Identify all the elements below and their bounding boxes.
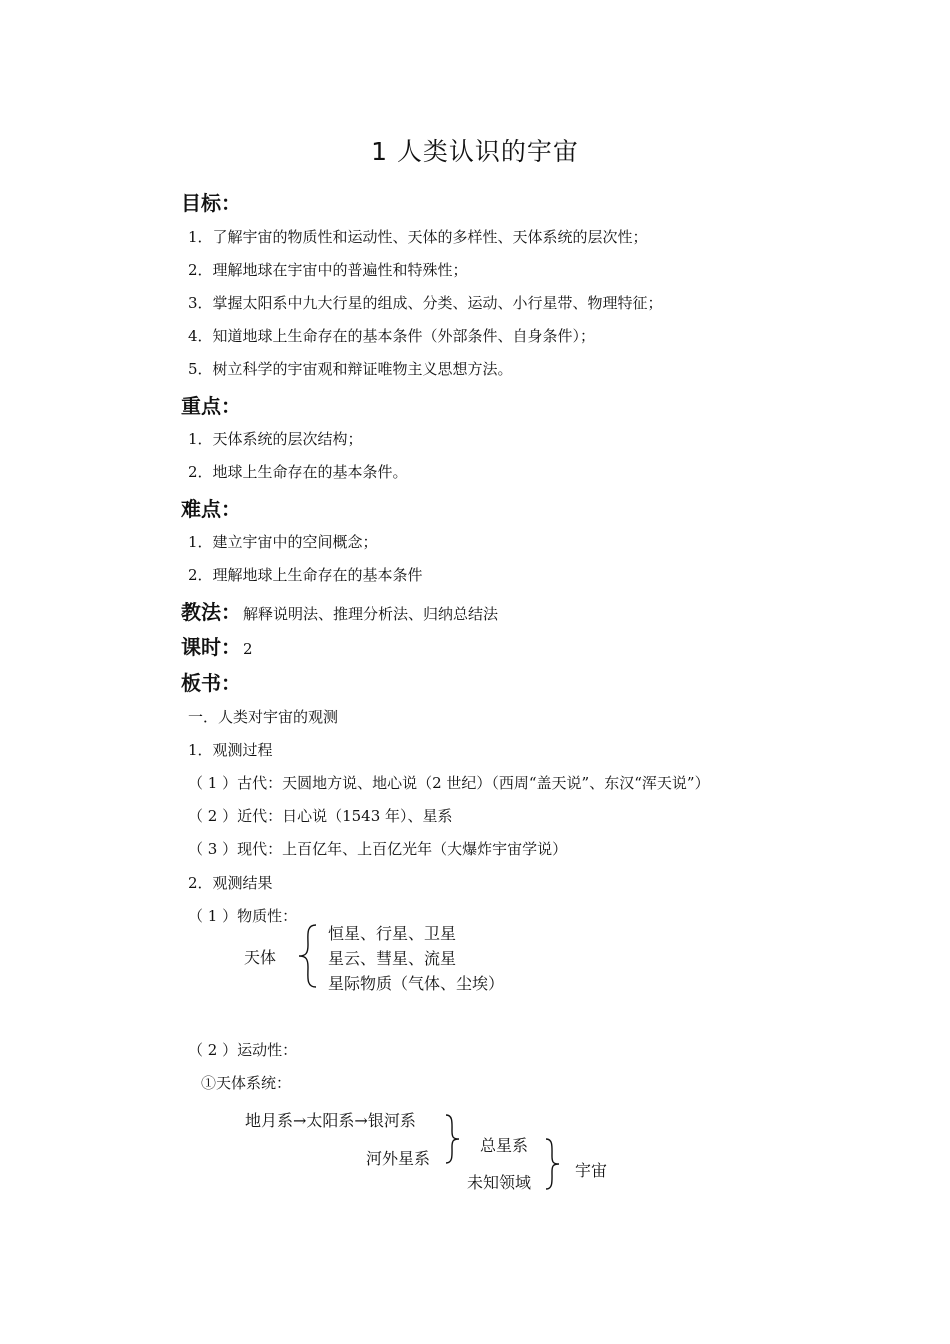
teaching-method-value: 解释说明法、推理分析法、归纳总结法 (243, 605, 499, 623)
key-point-1: 1．天体系统的层次结构； (188, 430, 363, 448)
class-hours (181, 631, 253, 660)
extragalactic-galaxy: 河外星系 (366, 1149, 431, 1168)
total-galaxy-brace (444, 1113, 462, 1165)
goal-item-4: 4．知道地球上生命存在的基本条件（外部条件、自身条件）； (188, 327, 596, 345)
difficult-points-heading: 难点： (181, 497, 241, 521)
goal-item-5: 5．树立科学的宇宙观和辩证唯物主义思想方法。 (188, 360, 513, 378)
observation-modern-early: （ 2 ）近代：日心说（1543 年）、星系 (188, 807, 453, 825)
board-heading: 板书： (181, 671, 241, 695)
goal-item-3: 3．掌握太阳系中九大行星的组成、分类、运动、小行星带、物理特征； (188, 294, 663, 312)
total-galaxy: 总星系 (480, 1136, 529, 1155)
class-hours-heading: 课时： (181, 635, 241, 659)
celestial-system-label: ①天体系统： (201, 1074, 292, 1092)
class-hours-value: 2 (243, 640, 253, 658)
goals-heading: 目标： (181, 191, 241, 215)
motion-label: （ 2 ）运动性： (188, 1041, 298, 1059)
celestial-item-2: 星云、彗星、流星 (328, 949, 457, 968)
materiality-label: （ 1 ）物质性： (188, 907, 298, 925)
celestial-item-3: 星际物质（气体、尘埃） (328, 974, 505, 993)
universe-brace (544, 1137, 562, 1191)
page-title: 1 人类认识的宇宙 (371, 137, 579, 166)
board-section-1: 一．人类对宇宙的观测 (188, 708, 339, 726)
teaching-method (181, 596, 498, 625)
celestial-body-label: 天体 (244, 948, 277, 967)
goal-item-2: 2．理解地球在宇宙中的普遍性和特殊性； (188, 261, 468, 279)
key-point-2: 2．地球上生命存在的基本条件。 (188, 463, 408, 481)
observation-modern: （ 3 ）现代：上百亿年、上百亿光年（大爆炸宇宙学说） (188, 840, 568, 858)
key-points-heading: 重点： (181, 394, 241, 418)
difficult-point-1: 1．建立宇宙中的空间概念； (188, 533, 378, 551)
celestial-brace (296, 923, 320, 989)
universe: 宇宙 (575, 1161, 608, 1180)
goal-item-1: 1．了解宇宙的物质性和运动性、天体的多样性、天体系统的层次性； (188, 228, 648, 246)
teaching-method-heading: 教法： (181, 600, 241, 624)
celestial-item-1: 恒星、行星、卫星 (328, 924, 457, 943)
observation-ancient: （ 1 ）古代：天圆地方说、地心说（2 世纪）（西周“盖天说”、东汉“浑天说”） (188, 774, 710, 792)
board-sub-2: 2．观测结果 (188, 874, 273, 892)
difficult-point-2: 2．理解地球上生命存在的基本条件 (188, 566, 423, 584)
system-chain: 地月系→太阳系→银河系 (245, 1111, 416, 1130)
unknown-region: 未知领域 (467, 1173, 532, 1192)
board-sub-1: 1．观测过程 (188, 741, 273, 759)
